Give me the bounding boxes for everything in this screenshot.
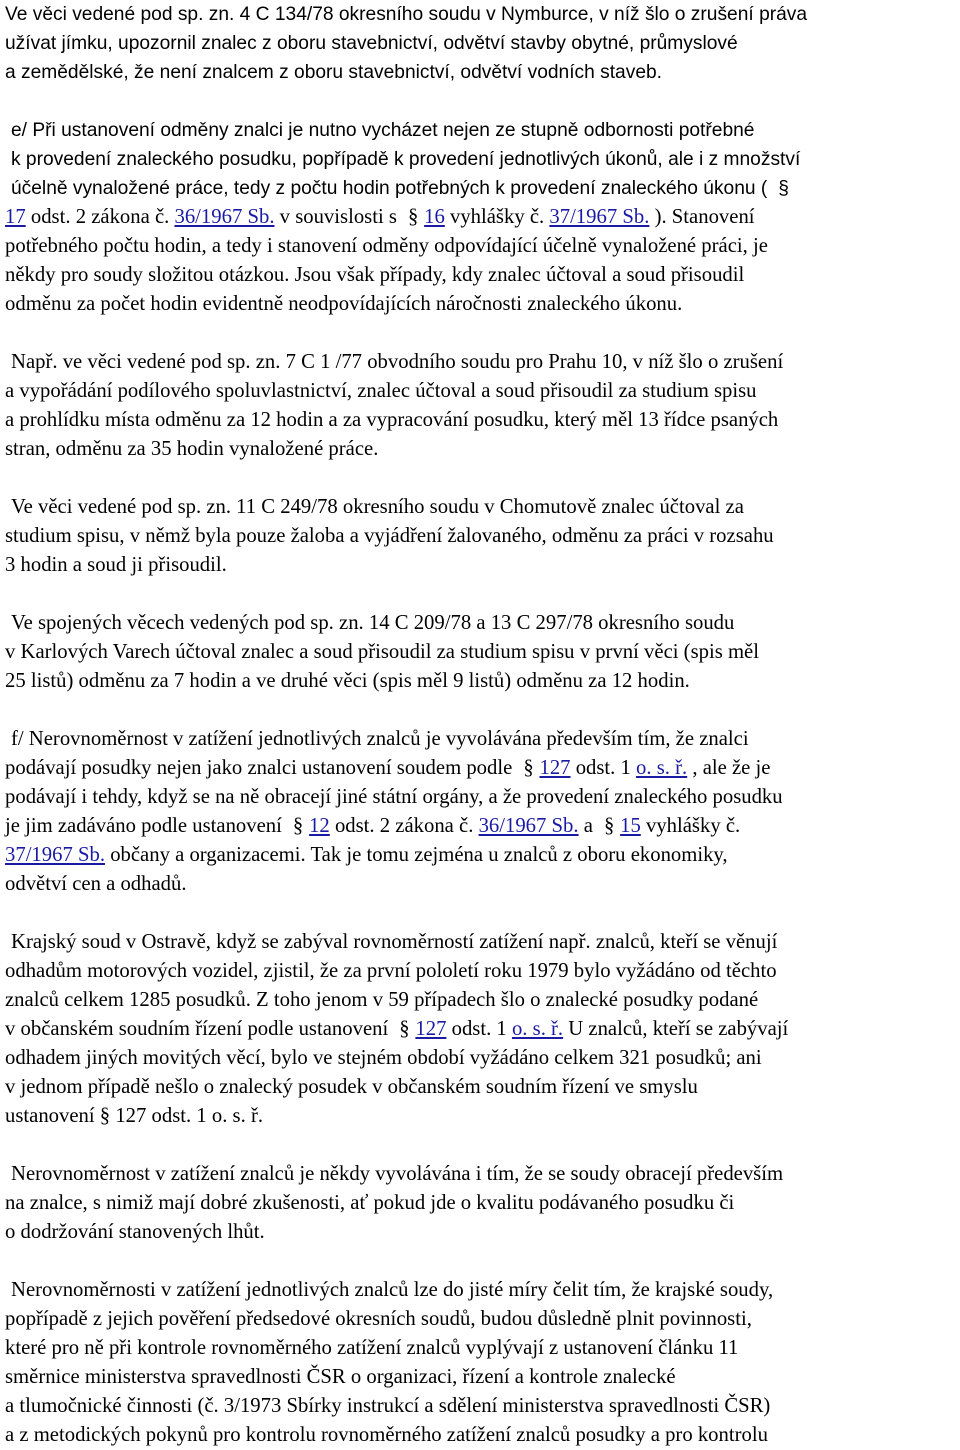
paragraph-unevenness-cause-cont xyxy=(5,1189,956,1247)
text-line: popřípadě z jejich pověření předsedové okresních soudů, budou důsledně plnit povinnosti, xyxy=(5,1308,752,1330)
section-sign: § xyxy=(399,1018,410,1040)
text-line: Ve spojených věcech vedených pod sp. zn. 14 C 209/78 a 13 C 297/78 okresního soudu xyxy=(11,612,735,634)
text-line: znalců celkem 1285 posudků. Z toho jenom v 59 případech šlo o znalecké posudky podané xyxy=(5,989,759,1011)
paragraph-f-cont xyxy=(5,754,956,899)
section-sign: § xyxy=(407,206,419,228)
text-line: stran, odměnu za 35 hodin vynaložené práce. xyxy=(5,438,379,460)
text-line: k provedení znaleckého posudku, popřípadě k provedení jednotlivých úkonů, ale i z množství xyxy=(11,149,801,170)
section-sign: § xyxy=(778,178,789,199)
paragraph-example-prague-cont xyxy=(5,377,956,464)
text-line: Nerovnoměrnost v zatížení znalců je někdy vyvolávána i tím, že se soudy obracejí především xyxy=(11,1163,784,1185)
link-law-36-1967[interactable]: 36/1967 Sb. xyxy=(478,815,579,837)
link-decree-37-1967[interactable]: 37/1967 Sb. xyxy=(5,844,106,866)
paragraph-example-karlovy-vary xyxy=(5,609,956,638)
paragraph-e xyxy=(5,116,956,203)
text-line: odvětví cen a odhadů. xyxy=(5,873,187,895)
text-line: Krajský soud v Ostravě, když se zabýval rovnoměrností zatížení např. znalců, kteří se věnují xyxy=(11,931,778,953)
text-line: f/ Nerovnoměrnost v zatížení jednotlivých znalců je vyvolávána především tím, že znalci xyxy=(11,728,749,750)
text-line: a vypořádání podílového spoluvlastnictví, znalec účtoval a soud přisoudil za studium spisu xyxy=(5,380,757,402)
section-sign: § xyxy=(292,815,304,837)
text-line: v občanském soudním řízení podle ustanovení § 127 odst. 1 o. s. ř. U znalců, kteří se zabývají xyxy=(5,1015,956,1044)
paragraph-unevenness-remedy xyxy=(5,1276,956,1305)
link-law-36-1967[interactable]: 36/1967 Sb. xyxy=(174,206,275,228)
text-line: 17 odst. 2 zákona č. 36/1967 Sb. v souvislosti s § 16 vyhlášky č. 37/1967 Sb. ). Stanovení xyxy=(5,203,956,232)
paragraph-unevenness-cause xyxy=(5,1160,956,1189)
link-paragraph-127[interactable]: 127 xyxy=(539,757,571,779)
paragraph-example-chomutov-cont xyxy=(5,522,956,580)
paragraph-ostrava-cont xyxy=(5,957,956,1131)
link-civil-procedure-code[interactable]: o. s. ř. xyxy=(636,757,688,779)
text-line: na znalce, s nimiž mají dobré zkušenosti, ať pokud jde o kvalitu podávaného posudku či xyxy=(5,1192,735,1214)
text-line: užívat jímku, upozornil znalec z oboru stavebnictví, odvětví stavby obytné, průmyslové xyxy=(5,33,738,54)
text-line: a z metodických pokynů pro kontrolu rovnoměrného zatížení znalců posudky a pro kontrolu xyxy=(5,1424,768,1446)
text-line: Ve věci vedené pod sp. zn. 11 C 249/78 okresního soudu v Chomutově znalec účtoval za xyxy=(11,496,744,518)
text-line: odhadem jiných movitých věcí, bylo ve stejném období vyžádáno celkem 321 posudků; ani xyxy=(5,1047,762,1069)
text-line: Ve věci vedené pod sp. zn. 4 C 134/78 okresního soudu v Nymburce, v níž šlo o zrušení práva xyxy=(5,4,808,25)
paragraph-e-cont xyxy=(5,203,956,319)
paragraph-ostrava xyxy=(5,928,956,957)
text-line: odměnu za počet hodin evidentně neodpovídajících náročnosti znaleckého úkonu. xyxy=(5,293,683,315)
link-paragraph-12[interactable]: 12 xyxy=(309,815,330,837)
text-line: účelně vynaložené práce, tedy z počtu hodin potřebných k provedení znaleckého úkonu ( § xyxy=(11,174,956,203)
text-line: a prohlídku místa odměnu za 12 hodin a za vypracování posudku, který měl 13 řídce psaných xyxy=(5,409,779,431)
text-line: o dodržování stanovených lhůt. xyxy=(5,1221,265,1243)
text-line: a tlumočnické činnosti (č. 3/1973 Sbírky instrukcí a sdělení ministerstva spravedlnosti ČSR) xyxy=(5,1395,771,1417)
text-line: podávají i tehdy, když se na ně obracejí jiné státní orgány, a že provedení znaleckého posudku xyxy=(5,786,783,808)
text-line: Např. ve věci vedené pod sp. zn. 7 C 1 /77 obvodního soudu pro Prahu 10, v níž šlo o zrušení xyxy=(11,351,784,373)
text-line: a zemědělské, že není znalcem z oboru stavebnictví, odvětví vodních staveb. xyxy=(5,62,662,83)
text-line: studium spisu, v němž byla pouze žaloba a vyjádření žalovaného, odměnu za práci v rozsahu xyxy=(5,525,774,547)
text-line: někdy pro soudy složitou otázkou. Jsou však případy, kdy znalec účtoval a soud přisoudil xyxy=(5,264,745,286)
paragraph-unevenness-remedy-cont xyxy=(5,1305,956,1450)
text-line: směrnice ministerstva spravedlnosti ČSR o organizaci, řízení a kontrole znalecké xyxy=(5,1366,676,1388)
text-line: odhadům motorových vozidel, zjistil, že za první pololetí roku 1979 bylo vyžádáno od těchto xyxy=(5,960,777,982)
text-line: e/ Při ustanovení odměny znalci je nutno vycházet nejen ze stupně odbornosti potřebné xyxy=(11,120,755,141)
text-line: podávají posudky nejen jako znalci ustanovení soudem podle § 127 odst. 1 o. s. ř. , ale že je xyxy=(5,754,956,783)
link-paragraph-127[interactable]: 127 xyxy=(415,1018,447,1040)
text-line: ustanovení § 127 odst. 1 o. s. ř. xyxy=(5,1105,264,1127)
paragraph-example-chomutov xyxy=(5,493,956,522)
paragraph-example-karlovy-vary-cont xyxy=(5,638,956,696)
paragraph-example-prague xyxy=(5,348,956,377)
text-line: potřebného počtu hodin, a tedy i stanovení odměny odpovídající účelně vynaložené práci, je xyxy=(5,235,768,257)
link-civil-procedure-code[interactable]: o. s. ř. xyxy=(511,1018,564,1040)
section-sign: § xyxy=(523,757,534,779)
link-paragraph-16[interactable]: 16 xyxy=(424,206,445,228)
link-paragraph-17[interactable]: 17 xyxy=(5,206,26,228)
link-paragraph-15[interactable]: 15 xyxy=(620,815,641,837)
link-decree-37-1967[interactable]: 37/1967 Sb. xyxy=(549,206,650,228)
paragraph-f xyxy=(5,725,956,754)
text-line: je jim zadáváno podle ustanovení § 12 odst. 2 zákona č. 36/1967 Sb. a § 15 vyhlášky č. xyxy=(5,812,956,841)
paragraph-intro xyxy=(5,0,956,87)
text-line: 3 hodin a soud ji přisoudil. xyxy=(5,554,227,576)
text-line: v jednom případě nešlo o znalecký posudek v občanském soudním řízení ve smyslu xyxy=(5,1076,698,1098)
text-line: Nerovnoměrnosti v zatížení jednotlivých znalců lze do jisté míry čelit tím, že krajské soudy, xyxy=(11,1279,774,1301)
text-line: které pro ně při kontrole rovnoměrného zatížení znalců vyplývají z ustanovení článku 11 xyxy=(5,1337,739,1359)
text-line: 37/1967 Sb. občany a organizacemi. Tak je tomu zejména u znalců z oboru ekonomiky, xyxy=(5,844,728,866)
text-line: 25 listů) odměnu za 7 hodin a ve druhé věci (spis měl 9 listů) odměnu za 12 hodin. xyxy=(5,670,690,692)
section-sign: § xyxy=(603,815,615,837)
text-line: v Karlových Varech účtoval znalec a soud přisoudil za studium spisu v první věci (spis měl xyxy=(5,641,759,663)
